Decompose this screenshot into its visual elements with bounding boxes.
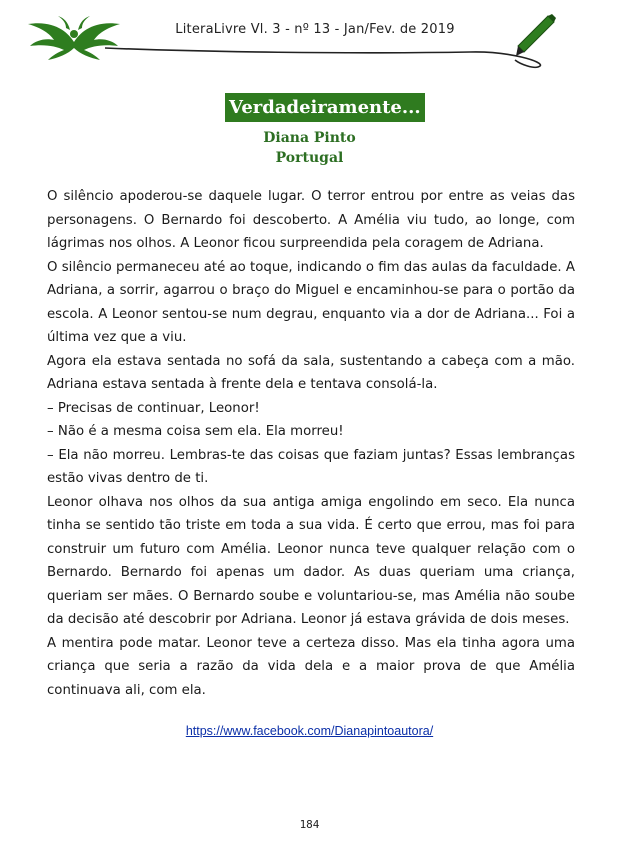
article-body: [47, 185, 575, 702]
paragraph: O silêncio apoderou-se daquele lugar. O terror entrou por entre as veias das personagens. O Bernardo foi descoberto. A Amélia viu tudo, ao longe, com lágrimas nos olhos. A Leonor ficou surpreendida pela coragem de Adriana.: [47, 189, 575, 251]
article-title: Verdadeiramente...: [225, 93, 425, 122]
paragraph: O silêncio permaneceu até ao toque, indicando o fim das aulas da faculdade. A Adriana, a sorrir, agarrou o braço do Miguel e encaminhou-se para o portão da escola. A Leonor sentou-se num degrau, enquanto via a dor de Adriana... Foi a última vez que a viu.: [47, 259, 575, 345]
paragraph: A mentira pode matar. Leonor teve a certeza disso. Mas ela tinha agora uma criança que seria a razão da vida dela e a maior prova de que Amélia continuava ali, com ela.: [47, 635, 575, 698]
bird-logo-icon: [24, 12, 124, 62]
author-name: Diana Pinto: [263, 130, 356, 146]
paragraph: Agora ela estava sentada no sofá da sala, sustentando a cabeça com a mão. Adriana estava sentada à frente dela e tentava consolá-la.: [47, 353, 575, 392]
pen-icon: [508, 12, 558, 62]
page-number: 184: [299, 818, 320, 831]
author-facebook-link[interactable]: https://www.facebook.com/Dianapintoautora/: [185, 724, 434, 738]
magazine-header: LiteraLivre Vl. 3 - nº 13 - Jan/Fev. de 2019: [175, 22, 455, 37]
paragraph: Leonor olhava nos olhos da sua antiga amiga engolindo em seco. Ela nunca tinha se sentido tão triste em toda a sua vida. É certo que errou, mas foi para construir um futuro com Amélia. Leonor nunca teve qualquer relação com o Bernardo. Bernardo foi apenas um dador. As duas queriam uma criança, queriam ser mães. O Bernardo soube e voluntariou-se, mas Amélia não soube da decisão até descobrir por Adriana. Leonor já estava grávida de dois meses.: [47, 494, 575, 627]
dialogue-line: – Ela não morreu. Lembras-te das coisas que faziam juntas? Essas lembranças estão vivas dentro de ti.: [47, 447, 575, 486]
dialogue-line: – Precisas de continuar, Leonor!: [47, 400, 260, 416]
dialogue-line: – Não é a mesma coisa sem ela. Ela morreu!: [47, 424, 344, 439]
author-country: Portugal: [275, 150, 344, 166]
